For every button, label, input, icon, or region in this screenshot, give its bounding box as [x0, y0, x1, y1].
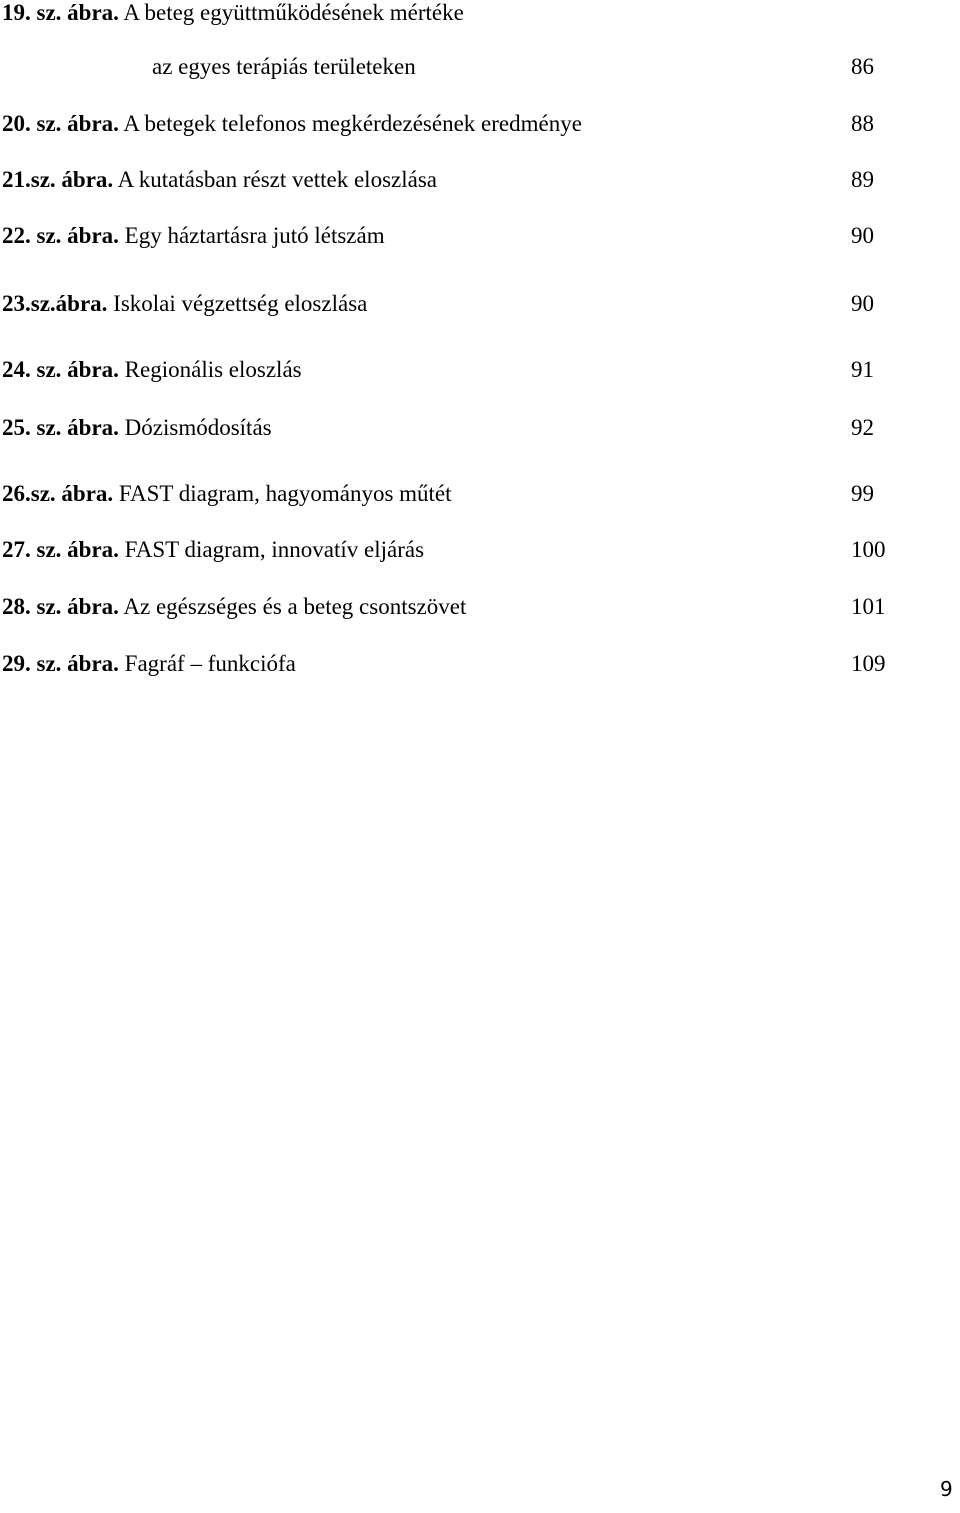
figure-page-number: 109 — [851, 651, 886, 676]
figure-label: 24. sz. ábra. — [2, 357, 119, 382]
figure-page-number: 99 — [851, 481, 874, 506]
figure-label: 28. sz. ábra. — [2, 594, 119, 619]
figure-entry — [2, 290, 367, 318]
figure-page-number: 100 — [851, 537, 886, 562]
figure-page-number: 101 — [851, 594, 886, 619]
figure-label: 29. sz. ábra. — [2, 651, 119, 676]
figure-title: FAST diagram, innovatív eljárás — [124, 537, 425, 562]
figure-entry — [2, 222, 385, 250]
figure-entry — [2, 110, 582, 138]
figure-label: 21.sz. ábra. — [2, 167, 114, 192]
figure-entry — [2, 536, 424, 564]
figure-entry — [2, 593, 466, 621]
figure-title: Az egészséges és a beteg csontszövet — [123, 594, 467, 619]
figure-label: 19. sz. ábra. — [2, 0, 119, 25]
figure-entry — [2, 650, 296, 678]
figure-entry — [2, 0, 464, 27]
figure-title: A betegek telefonos megkérdezésének eredménye — [123, 111, 582, 136]
figure-label: 20. sz. ábra. — [2, 111, 119, 136]
figure-title: Regionális eloszlás — [124, 357, 302, 382]
figure-entry — [2, 166, 437, 194]
figure-title: Dózismódosítás — [124, 415, 272, 440]
figure-entry — [2, 356, 302, 384]
figure-label: 27. sz. ábra. — [2, 537, 119, 562]
figure-page-number: 91 — [851, 357, 874, 382]
figure-label: 26.sz. ábra. — [2, 481, 114, 506]
figure-label: 23.sz.ábra. — [2, 291, 108, 316]
figure-title: Fagráf – funkciófa — [124, 651, 296, 676]
figure-entry — [2, 414, 272, 442]
footer-page-number: 9 — [940, 1477, 953, 1501]
figure-entry — [2, 480, 452, 508]
figure-page-number: 92 — [851, 415, 874, 440]
figure-title: Iskolai végzettség eloszlása — [113, 291, 368, 316]
figure-title: A kutatásban részt vettek eloszlása — [117, 167, 437, 192]
figure-title-continuation: az egyes terápiás területeken — [152, 54, 416, 79]
figure-title: A beteg együttműködésének mértéke — [123, 0, 464, 25]
figure-title: Egy háztartásra jutó létszám — [124, 223, 385, 248]
figure-page-number: 90 — [851, 291, 874, 316]
figure-label: 25. sz. ábra. — [2, 415, 119, 440]
figure-page-number: 88 — [851, 111, 874, 136]
figure-page-number: 86 — [851, 54, 874, 79]
figure-page-number: 90 — [851, 223, 874, 248]
figure-page-number: 89 — [851, 167, 874, 192]
figure-label: 22. sz. ábra. — [2, 223, 119, 248]
figure-title: FAST diagram, hagyományos műtét — [118, 481, 452, 506]
